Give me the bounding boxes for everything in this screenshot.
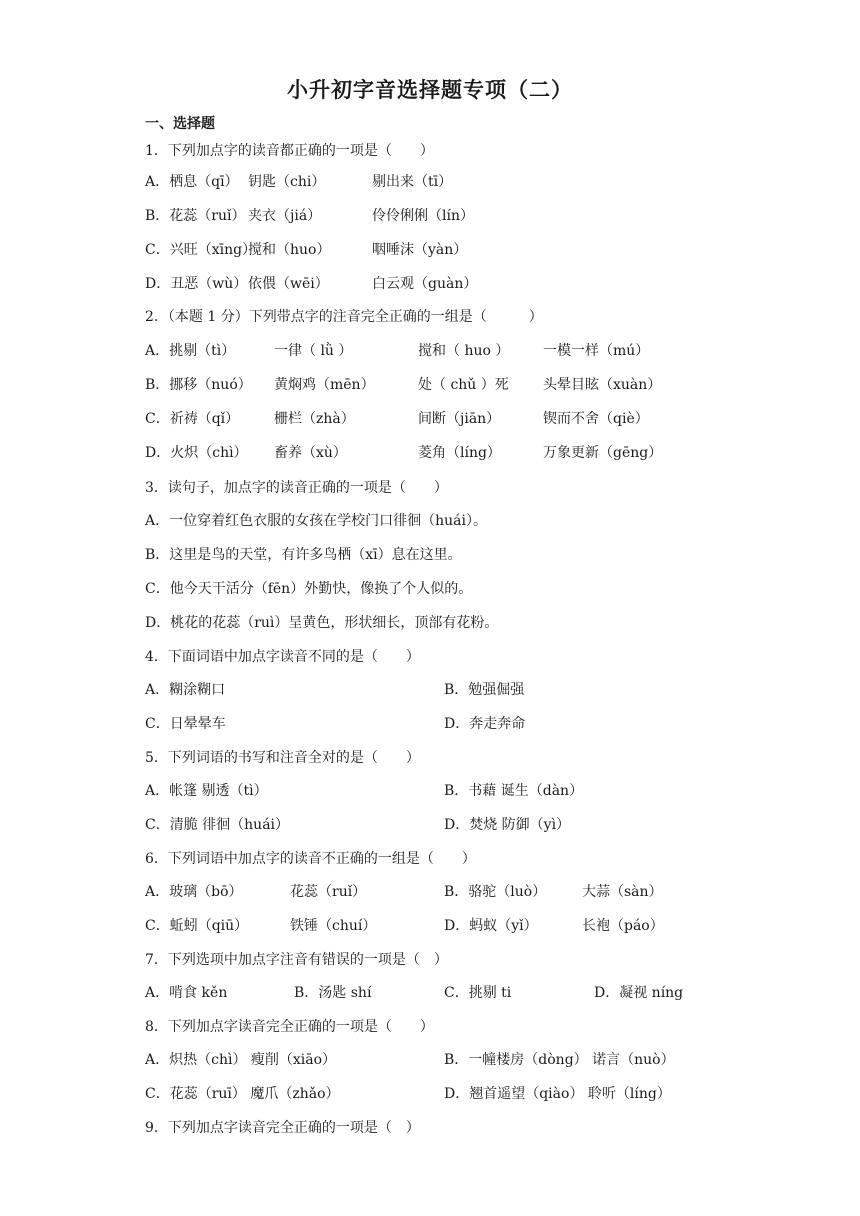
option-q2-r1-c3: 搅和（ huo ） <box>418 343 510 359</box>
option-q6-r1-c2: 花蕊（ruǐ） <box>290 884 367 900</box>
page-title: 小升初字音选择题专项（二） <box>287 78 573 102</box>
option-q4-r1-c1: A．糊涂糊口 <box>145 682 226 698</box>
option-q7-r1-c4: D．凝视 níng <box>594 985 684 1001</box>
option-q1-r4-c1: D．丑恶（wù） <box>145 276 248 292</box>
option-q2-r1-c2: 一律（ lǜ ） <box>274 343 353 359</box>
option-q2-r4-c1: D．火炽（chì） <box>145 445 248 461</box>
option-q2-r1-c1: A．挑剔（tì） <box>145 343 236 359</box>
option-q2-r3-c1: C．祈祷（qǐ） <box>145 411 240 427</box>
option-q1-r4-c2: 依偎（wēi） <box>248 276 329 292</box>
option-q5-r1-c1: A．帐篷 剔透（tì） <box>145 783 268 799</box>
option-q4-r2-c1: C．日晕晕车 <box>145 716 226 732</box>
question-stem-4: 4．下面词语中加点字读音不同的是（ ） <box>145 649 420 665</box>
option-q1-r3-c2: 搅和（huo） <box>248 242 331 258</box>
option-q3-r3-c1: C．他今天干活分（fēn）外勤快，像换了个人似的。 <box>145 581 473 597</box>
option-q2-r1-c4: 一模一样（mú） <box>543 343 650 359</box>
option-q2-r3-c3: 间断（jiān） <box>418 411 501 427</box>
option-q2-r3-c2: 栅栏（zhà） <box>274 411 355 427</box>
question-stem-2: 2．（本题 1 分）下列带点字的注音完全正确的一组是（ ） <box>145 309 543 325</box>
option-q7-r1-c3: C．挑剔 ti <box>444 985 512 1001</box>
question-stem-8: 8．下列加点字读音完全正确的一项是（ ） <box>145 1019 434 1035</box>
option-q2-r4-c3: 菱角（líng） <box>418 445 501 461</box>
option-q6-r1-c3: B．骆驼（luò） <box>444 884 547 900</box>
option-q8-r2-c1: C．花蕊（ruī） 魔爪（zhǎo） <box>145 1086 340 1102</box>
option-q6-r1-c4: 大蒜（sàn） <box>582 884 663 900</box>
option-q1-r1-c2: 钥匙（chi） <box>248 174 326 190</box>
question-stem-5: 5．下列词语的书写和注音全对的是（ ） <box>145 750 420 766</box>
option-q1-r3-c3: 咽唾沫（yàn） <box>372 242 468 258</box>
question-stem-3: 3．读句子，加点字的读音正确的一项是（ ） <box>145 480 448 496</box>
option-q4-r2-c2: D．奔走奔命 <box>444 716 526 732</box>
option-q2-r2-c4: 头晕目眩（xuàn） <box>543 377 662 393</box>
option-q2-r2-c2: 黄焖鸡（mēn） <box>274 377 375 393</box>
question-stem-6: 6．下列词语中加点字的读音不正确的一组是（ ） <box>145 851 476 867</box>
option-q5-r2-c1: C．清脆 徘徊（huái） <box>145 817 290 833</box>
option-q1-r2-c2: 夹衣（jiá） <box>248 208 322 224</box>
question-stem-9: 9．下列加点字读音完全正确的一项是（ ） <box>145 1120 420 1136</box>
option-q6-r1-c1: A．玻璃（bō） <box>145 884 243 900</box>
option-q2-r4-c4: 万象更新（gēng） <box>543 445 663 461</box>
option-q2-r4-c2: 畜养（xù） <box>274 445 347 461</box>
option-q7-r1-c2: B．汤匙 shí <box>294 985 372 1001</box>
option-q6-r2-c3: D．蚂蚁（yǐ） <box>444 918 538 934</box>
option-q7-r1-c1: A．啃食 kěn <box>145 985 228 1001</box>
section-heading: 一、选择题 <box>145 116 215 132</box>
option-q6-r2-c2: 铁锤（chuí） <box>290 918 377 934</box>
option-q8-r1-c1: A．炽热（chì） 瘦削（xiāo） <box>145 1052 337 1068</box>
option-q3-r2-c1: B．这里是鸟的天堂，有许多鸟栖（xī）息在这里。 <box>145 547 462 563</box>
option-q1-r4-c3: 白云观（guàn） <box>372 276 478 292</box>
option-q1-r1-c1: A．栖息（qī） <box>145 174 239 190</box>
option-q6-r2-c4: 长袍（páo） <box>582 918 664 934</box>
option-q4-r1-c2: B．勉强倔强 <box>444 682 525 698</box>
option-q5-r1-c2: B．书藉 诞生（dàn） <box>444 783 584 799</box>
option-q1-r2-c1: B．花蕊（ruǐ） <box>145 208 246 224</box>
option-q3-r4-c1: D．桃花的花蕊（ruì）呈黄色，形状细长，顶部有花粉。 <box>145 615 499 631</box>
option-q1-r1-c3: 剔出来（tī） <box>372 174 453 190</box>
question-stem-7: 7．下列选项中加点字注音有错误的一项是（ ） <box>145 952 448 968</box>
option-q2-r2-c3: 处（ chǔ ）死 <box>418 377 509 393</box>
option-q8-r2-c2: D．翘首遥望（qiào） 聆听（líng） <box>444 1086 671 1102</box>
option-q1-r2-c3: 伶伶俐俐（lín） <box>372 208 474 224</box>
option-q8-r1-c2: B．一幢楼房（dòng） 诺言（nuò） <box>444 1052 675 1068</box>
option-q3-r1-c1: A．一位穿着红色衣服的女孩在学校门口徘徊（huái）。 <box>145 513 487 529</box>
question-stem-1: 1．下列加点字的读音都正确的一项是（ ） <box>145 143 434 159</box>
option-q1-r3-c1: C．兴旺（xīng） <box>145 242 257 258</box>
option-q2-r2-c1: B．挪移（nuó） <box>145 377 252 393</box>
option-q5-r2-c2: D．焚烧 防御（yì） <box>444 817 571 833</box>
option-q2-r3-c4: 锲而不舍（qiè） <box>543 411 649 427</box>
option-q6-r2-c1: C．蚯蚓（qiū） <box>145 918 249 934</box>
